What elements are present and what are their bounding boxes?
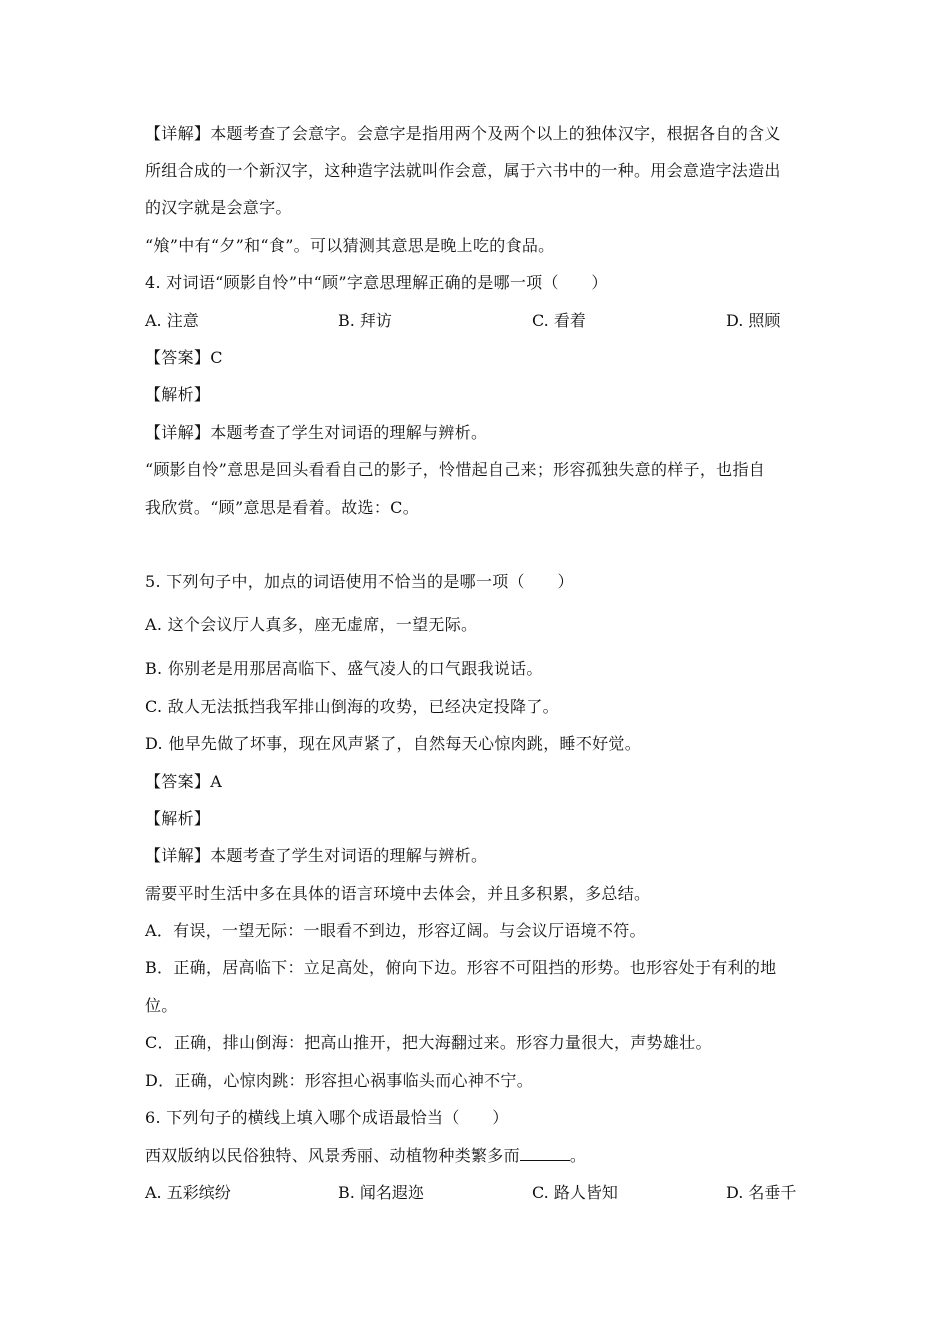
q5-option-d: D. 他早先做了坏事，现在风声紧了，自然每天心惊肉跳，睡不好觉。 <box>145 734 642 753</box>
q5-explanation-c: C．正确，排山倒海：把高山推开，把大海翻过来。形容力量很大，声势雄壮。 <box>145 1033 712 1052</box>
q5-option-b: B. 你别老是用那居高临下、盛气凌人的口气跟我说话。 <box>145 659 543 678</box>
q6-sentence <box>145 1144 805 1167</box>
q5-explanation-a: A．有误，一望无际：一眼看不到边，形容辽阔。与会议厅语境不符。 <box>145 921 646 940</box>
detail-paragraph-line-4: “飧”中有“夕”和“食”。可以猜测其意思是晚上吃的食品。 <box>145 236 555 255</box>
q4-detail: 【详解】本题考查了学生对词语的理解与辨析。 <box>145 423 488 442</box>
q5-detail: 【详解】本题考查了学生对词语的理解与辨析。 <box>145 846 488 865</box>
q5-option-c: C. 敌人无法抵挡我军排山倒海的攻势，已经决定投降了。 <box>145 697 559 716</box>
q6-stem: 6. 下列句子的横线上填入哪个成语最恰当（ ） <box>145 1108 509 1127</box>
q4-answer: 【答案】C <box>145 348 223 367</box>
q5-explanation-b-line-2: 位。 <box>145 996 178 1015</box>
q5-explanation-d: D．正确，心惊肉跳：形容担心祸事临头而心神不宁。 <box>145 1071 534 1090</box>
q6-sentence-before: 西双版纳以民俗独特、风景秀丽、动植物种类繁多而 <box>145 1146 520 1165</box>
q5-stem: 5. 下列句子中，加点的词语使用不恰当的是哪一项（ ） <box>145 572 574 591</box>
q6-option-d: D. 名垂千 <box>726 1183 797 1202</box>
q4-stem: 4. 对词语“顾影自怜”中“顾”字意思理解正确的是哪一项（ ） <box>145 273 608 292</box>
q4-option-a: A. 注意 <box>145 311 199 330</box>
q5-analysis-title: 【解析】 <box>145 809 211 828</box>
q6-option-a: A. 五彩缤纷 <box>145 1183 231 1202</box>
q5-option-a: A. 这个会议厅人真多，座无虚席，一望无际。 <box>145 615 478 634</box>
q5-answer: 【答案】A <box>145 772 223 791</box>
q6-option-c: C. 路人皆知 <box>532 1183 618 1202</box>
q4-analysis-title: 【解析】 <box>145 385 211 404</box>
q5-explanation-intro: 需要平时生活中多在具体的语言环境中去体会，并且多积累，多总结。 <box>145 884 651 903</box>
q4-explanation-line-2: 我欣赏。“顾”意思是看着。故选：C。 <box>145 498 420 517</box>
detail-paragraph-line-3: 的汉字就是会意字。 <box>145 198 292 217</box>
q4-option-c: C. 看着 <box>532 311 586 330</box>
detail-paragraph-line-2: 所组合成的一个新汉字，这种造字法就叫作会意，属于六书中的一种。用会意造字法造出 <box>145 161 781 180</box>
q4-explanation-line-1: “顾影自怜”意思是回头看看自己的影子，怜惜起自己来；形容孤独失意的样子，也指自 <box>145 460 766 479</box>
q4-option-b: B. 拜访 <box>338 311 392 330</box>
q6-option-b: B. 闻名遐迩 <box>338 1183 424 1202</box>
detail-paragraph-line-1: 【详解】本题考查了会意字。会意字是指用两个及两个以上的独体汉字，根据各自的含义 <box>145 124 781 143</box>
q6-sentence-after: 。 <box>569 1146 587 1165</box>
q4-option-d: D. 照顾 <box>726 311 781 330</box>
q6-blank <box>520 1144 570 1161</box>
q5-explanation-b-line-1: B．正确，居高临下：立足高处，俯向下边。形容不可阻挡的形势。也形容处于有利的地 <box>145 958 777 977</box>
